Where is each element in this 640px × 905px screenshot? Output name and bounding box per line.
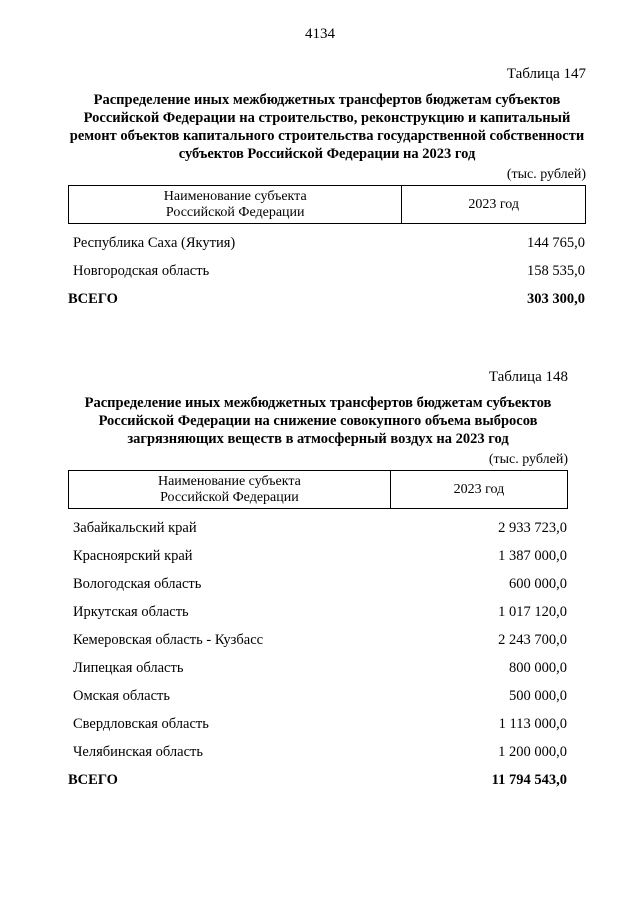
units-label: (тыс. рублей) <box>488 452 568 467</box>
page-number: 4134 <box>305 26 335 42</box>
row-subject-name: Вологодская область <box>73 576 202 592</box>
table-number-label: Таблица 147 <box>506 66 586 82</box>
table-row <box>68 229 586 257</box>
table-row <box>68 626 568 654</box>
column-header-year: 2023 год <box>402 186 586 224</box>
units-label: (тыс. рублей) <box>506 167 586 182</box>
row-value: 144 765,0 <box>527 235 585 251</box>
row-value: 2 933 723,0 <box>498 520 567 536</box>
row-value: 1 387 000,0 <box>498 548 567 564</box>
column-header-subject-line2: Российской Федерации <box>160 489 299 505</box>
column-header-subject <box>69 186 402 224</box>
row-subject-name: Красноярский край <box>73 548 193 564</box>
row-value: 1 017 120,0 <box>498 604 567 620</box>
table-row <box>68 598 568 626</box>
table-section-148 <box>68 367 568 794</box>
row-subject-name: Омская область <box>73 688 170 704</box>
total-label: ВСЕГО <box>68 772 118 788</box>
row-subject-name: Свердловская область <box>73 716 209 732</box>
row-value: 500 000,0 <box>509 688 567 704</box>
table-heading: Распределение иных межбюджетных трансфертов бюджетам субъектов Российской Федерации на строительство, реконструкцию и капитальный ремонт объектов капитального строительства государственной собственности субъектов Российской Федерации на 2023 год <box>69 92 585 162</box>
row-subject-name: Иркутская область <box>73 604 189 620</box>
row-subject-name: Челябинская область <box>73 744 203 760</box>
table-number-label: Таблица 148 <box>488 369 568 385</box>
row-subject-name: Кемеровская область - Кузбасс <box>73 632 264 648</box>
table-heading: Распределение иных межбюджетных трансфертов бюджетам субъектов Российской Федерации на снижение совокупного объема выбросов загрязняющих веществ в атмосферный воздух на 2023 год <box>84 395 552 447</box>
row-value: 800 000,0 <box>509 660 567 676</box>
table-row <box>68 682 568 710</box>
row-value: 158 535,0 <box>527 263 585 279</box>
column-header-subject-line1: Наименование субъекта <box>163 188 307 204</box>
row-subject-name: Забайкальский край <box>73 520 197 536</box>
row-subject-name: Республика Саха (Якутия) <box>73 235 236 251</box>
row-value: 1 113 000,0 <box>498 716 567 732</box>
table-header <box>68 185 586 224</box>
table-row <box>68 514 568 542</box>
total-value: 303 300,0 <box>527 291 585 307</box>
table-row <box>68 570 568 598</box>
row-subject-name: Новгородская область <box>73 263 210 279</box>
table-row <box>68 738 568 766</box>
row-value: 1 200 000,0 <box>498 744 567 760</box>
total-row <box>68 285 586 313</box>
table-body <box>68 514 568 794</box>
total-row <box>68 766 568 794</box>
table-row <box>68 257 586 285</box>
table-row <box>68 710 568 738</box>
table-section-147 <box>68 64 586 313</box>
row-value: 600 000,0 <box>509 576 567 592</box>
total-label: ВСЕГО <box>68 291 118 307</box>
table-row <box>68 654 568 682</box>
column-header-subject-line1: Наименование субъекта <box>157 473 301 489</box>
table-header <box>68 470 568 509</box>
column-header-subject-line2: Российской Федерации <box>165 204 305 220</box>
row-value: 2 243 700,0 <box>498 632 567 648</box>
column-header-subject <box>69 471 391 509</box>
column-header-year: 2023 год <box>390 471 567 509</box>
table-body <box>68 229 586 313</box>
row-subject-name: Липецкая область <box>73 660 184 676</box>
total-value: 11 794 543,0 <box>491 772 567 788</box>
table-row <box>68 542 568 570</box>
